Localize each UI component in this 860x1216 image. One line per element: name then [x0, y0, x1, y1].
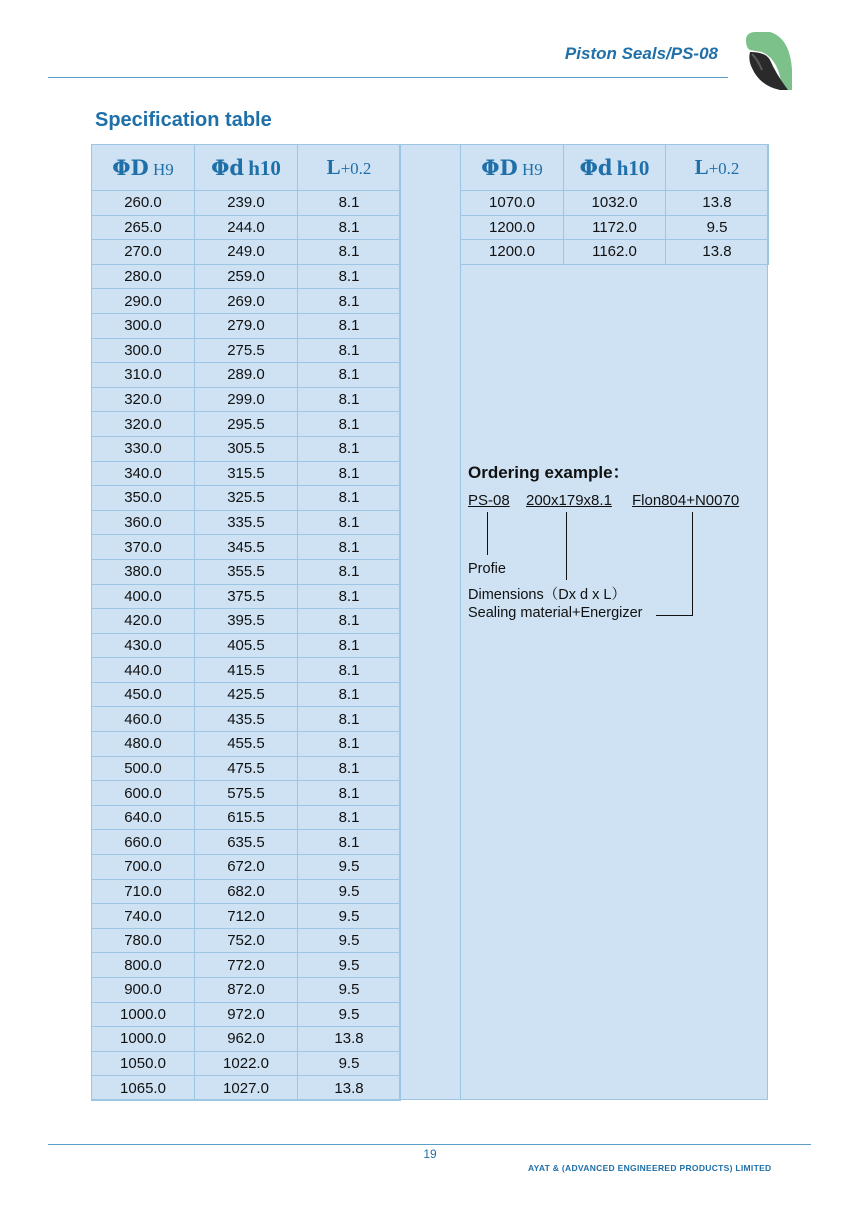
cell-L: 13.8 [298, 1027, 401, 1052]
column-header-D: ΦD H9 [461, 145, 564, 191]
company-name: AYAT & (ADVANCED ENGINEERED PRODUCTS) LIMITED [528, 1163, 772, 1173]
table-row [92, 756, 401, 781]
cell-D: 330.0 [92, 436, 195, 461]
seal-profile-icon [740, 30, 796, 92]
cell-L: 9.5 [298, 953, 401, 978]
cell-L: 8.1 [298, 609, 401, 634]
table-row [92, 191, 401, 216]
cell-D: 450.0 [92, 682, 195, 707]
table-row [92, 1002, 401, 1027]
column-header-d: Φd h10 [564, 145, 666, 191]
cell-d: 305.5 [195, 436, 298, 461]
cell-L: 9.5 [298, 928, 401, 953]
cell-L: 13.8 [298, 1076, 401, 1101]
cell-L: 8.1 [298, 633, 401, 658]
table-row [461, 191, 769, 216]
cell-D: 420.0 [92, 609, 195, 634]
table-row [92, 289, 401, 314]
table-row [92, 953, 401, 978]
cell-d: 289.0 [195, 363, 298, 388]
cell-d: 1027.0 [195, 1076, 298, 1101]
cell-d: 1022.0 [195, 1051, 298, 1076]
cell-d: 244.0 [195, 215, 298, 240]
spec-table-right [460, 144, 769, 265]
cell-D: 290.0 [92, 289, 195, 314]
table-row [92, 732, 401, 757]
header-title: Piston Seals/PS-08 [564, 44, 718, 63]
table-row [461, 215, 769, 240]
cell-d: 425.5 [195, 682, 298, 707]
cell-d: 259.0 [195, 264, 298, 289]
section-title: Specification table [95, 109, 272, 131]
column-header-L: L+0.2 [666, 145, 769, 191]
table-row [92, 682, 401, 707]
cell-D: 270.0 [92, 240, 195, 265]
table-row [92, 1027, 401, 1052]
table-row [92, 1076, 401, 1101]
cell-d: 355.5 [195, 559, 298, 584]
cell-L: 13.8 [666, 240, 769, 265]
cell-L: 8.1 [298, 215, 401, 240]
spec-table-left [91, 144, 401, 1101]
table-header-row [461, 145, 769, 191]
cell-D: 480.0 [92, 732, 195, 757]
cell-d: 455.5 [195, 732, 298, 757]
table-row [92, 978, 401, 1003]
cell-D: 640.0 [92, 805, 195, 830]
cell-L: 8.1 [298, 559, 401, 584]
cell-L: 8.1 [298, 830, 401, 855]
cell-d: 269.0 [195, 289, 298, 314]
ordering-label-profile: Profie [468, 561, 506, 577]
table-row [92, 387, 401, 412]
cell-L: 9.5 [666, 215, 769, 240]
table-row [92, 510, 401, 535]
cell-D: 350.0 [92, 486, 195, 511]
ordering-example-title: Ordering example： [468, 463, 630, 482]
cell-d: 682.0 [195, 879, 298, 904]
cell-L: 9.5 [298, 1051, 401, 1076]
column-header-L: L+0.2 [298, 145, 401, 191]
cell-d: 395.5 [195, 609, 298, 634]
table-row [92, 805, 401, 830]
cell-L: 8.1 [298, 436, 401, 461]
cell-D: 400.0 [92, 584, 195, 609]
cell-D: 280.0 [92, 264, 195, 289]
cell-d: 335.5 [195, 510, 298, 535]
cell-d: 615.5 [195, 805, 298, 830]
table-row [92, 535, 401, 560]
cell-D: 260.0 [92, 191, 195, 216]
page-number: 19 [423, 1147, 437, 1161]
cell-D: 320.0 [92, 412, 195, 437]
ordering-code-dimensions: 200x179x8.1 [526, 492, 612, 509]
table-row [92, 707, 401, 732]
cell-D: 660.0 [92, 830, 195, 855]
cell-D: 900.0 [92, 978, 195, 1003]
cell-d: 275.5 [195, 338, 298, 363]
cell-L: 8.1 [298, 240, 401, 265]
cell-d: 375.5 [195, 584, 298, 609]
cell-D: 265.0 [92, 215, 195, 240]
footer-divider [48, 1144, 811, 1145]
cell-d: 635.5 [195, 830, 298, 855]
cell-D: 800.0 [92, 953, 195, 978]
cell-d: 1032.0 [564, 191, 666, 216]
ordering-label-material: Sealing material+Energizer [468, 605, 643, 621]
material-leader-connector [656, 615, 693, 616]
cell-D: 370.0 [92, 535, 195, 560]
table-row [92, 584, 401, 609]
table-row [92, 215, 401, 240]
cell-L: 9.5 [298, 1002, 401, 1027]
cell-D: 780.0 [92, 928, 195, 953]
table-row [92, 904, 401, 929]
table-row [92, 436, 401, 461]
cell-L: 8.1 [298, 535, 401, 560]
cell-d: 279.0 [195, 313, 298, 338]
cell-D: 1050.0 [92, 1051, 195, 1076]
cell-L: 8.1 [298, 682, 401, 707]
cell-D: 300.0 [92, 338, 195, 363]
cell-D: 310.0 [92, 363, 195, 388]
cell-d: 325.5 [195, 486, 298, 511]
table-row [92, 412, 401, 437]
table-row [92, 633, 401, 658]
cell-d: 672.0 [195, 855, 298, 880]
cell-d: 772.0 [195, 953, 298, 978]
table-row [92, 363, 401, 388]
cell-L: 8.1 [298, 756, 401, 781]
cell-D: 700.0 [92, 855, 195, 880]
header-divider [48, 77, 728, 78]
table-row [92, 879, 401, 904]
cell-D: 1000.0 [92, 1002, 195, 1027]
cell-L: 8.1 [298, 412, 401, 437]
cell-d: 249.0 [195, 240, 298, 265]
cell-L: 8.1 [298, 781, 401, 806]
cell-L: 8.1 [298, 363, 401, 388]
cell-D: 380.0 [92, 559, 195, 584]
cell-D: 710.0 [92, 879, 195, 904]
cell-D: 500.0 [92, 756, 195, 781]
cell-L: 8.1 [298, 338, 401, 363]
cell-D: 340.0 [92, 461, 195, 486]
cell-d: 299.0 [195, 387, 298, 412]
cell-L: 13.8 [666, 191, 769, 216]
cell-d: 872.0 [195, 978, 298, 1003]
cell-d: 435.5 [195, 707, 298, 732]
cell-L: 8.1 [298, 461, 401, 486]
table-row [92, 559, 401, 584]
cell-d: 1172.0 [564, 215, 666, 240]
cell-L: 8.1 [298, 510, 401, 535]
cell-L: 8.1 [298, 313, 401, 338]
cell-D: 1070.0 [461, 191, 564, 216]
cell-d: 575.5 [195, 781, 298, 806]
cell-L: 8.1 [298, 732, 401, 757]
right-table-background [460, 144, 768, 1100]
cell-L: 8.1 [298, 387, 401, 412]
cell-d: 405.5 [195, 633, 298, 658]
cell-D: 1065.0 [92, 1076, 195, 1101]
cell-D: 600.0 [92, 781, 195, 806]
table-row [92, 313, 401, 338]
cell-L: 8.1 [298, 264, 401, 289]
cell-D: 1200.0 [461, 215, 564, 240]
table-row [92, 830, 401, 855]
cell-L: 9.5 [298, 978, 401, 1003]
cell-D: 1200.0 [461, 240, 564, 265]
cell-d: 475.5 [195, 756, 298, 781]
profile-leader-line [487, 512, 488, 555]
cell-d: 1162.0 [564, 240, 666, 265]
cell-L: 8.1 [298, 191, 401, 216]
column-header-D: ΦD H9 [92, 145, 195, 191]
cell-d: 345.5 [195, 535, 298, 560]
table-row [92, 240, 401, 265]
cell-L: 8.1 [298, 486, 401, 511]
table-row [92, 486, 401, 511]
cell-L: 8.1 [298, 658, 401, 683]
table-row [92, 855, 401, 880]
table-row [92, 461, 401, 486]
cell-D: 320.0 [92, 387, 195, 412]
cell-d: 972.0 [195, 1002, 298, 1027]
table-row [92, 928, 401, 953]
cell-L: 9.5 [298, 904, 401, 929]
cell-D: 460.0 [92, 707, 195, 732]
table-row [461, 240, 769, 265]
table-header-row [92, 145, 401, 191]
cell-L: 8.1 [298, 289, 401, 314]
cell-D: 360.0 [92, 510, 195, 535]
table-row [92, 609, 401, 634]
cell-D: 740.0 [92, 904, 195, 929]
cell-D: 300.0 [92, 313, 195, 338]
cell-L: 9.5 [298, 855, 401, 880]
cell-d: 415.5 [195, 658, 298, 683]
cell-D: 1000.0 [92, 1027, 195, 1052]
table-row [92, 338, 401, 363]
cell-D: 430.0 [92, 633, 195, 658]
cell-L: 9.5 [298, 879, 401, 904]
cell-L: 8.1 [298, 707, 401, 732]
ordering-label-dimensions: Dimensions（Dx d x L） [468, 587, 626, 603]
table-gap-column [399, 144, 461, 1100]
ordering-code-profile: PS-08 [468, 492, 510, 509]
cell-d: 295.5 [195, 412, 298, 437]
cell-d: 315.5 [195, 461, 298, 486]
ordering-code-material: Flon804+N0070 [632, 492, 740, 509]
cell-d: 962.0 [195, 1027, 298, 1052]
material-leader-line [692, 512, 693, 616]
cell-d: 712.0 [195, 904, 298, 929]
table-row [92, 1051, 401, 1076]
table-row [92, 264, 401, 289]
cell-L: 8.1 [298, 805, 401, 830]
dimensions-leader-line [566, 512, 567, 580]
cell-d: 239.0 [195, 191, 298, 216]
table-row [92, 658, 401, 683]
column-header-d: Φd h10 [195, 145, 298, 191]
cell-L: 8.1 [298, 584, 401, 609]
cell-D: 440.0 [92, 658, 195, 683]
cell-d: 752.0 [195, 928, 298, 953]
table-row [92, 781, 401, 806]
